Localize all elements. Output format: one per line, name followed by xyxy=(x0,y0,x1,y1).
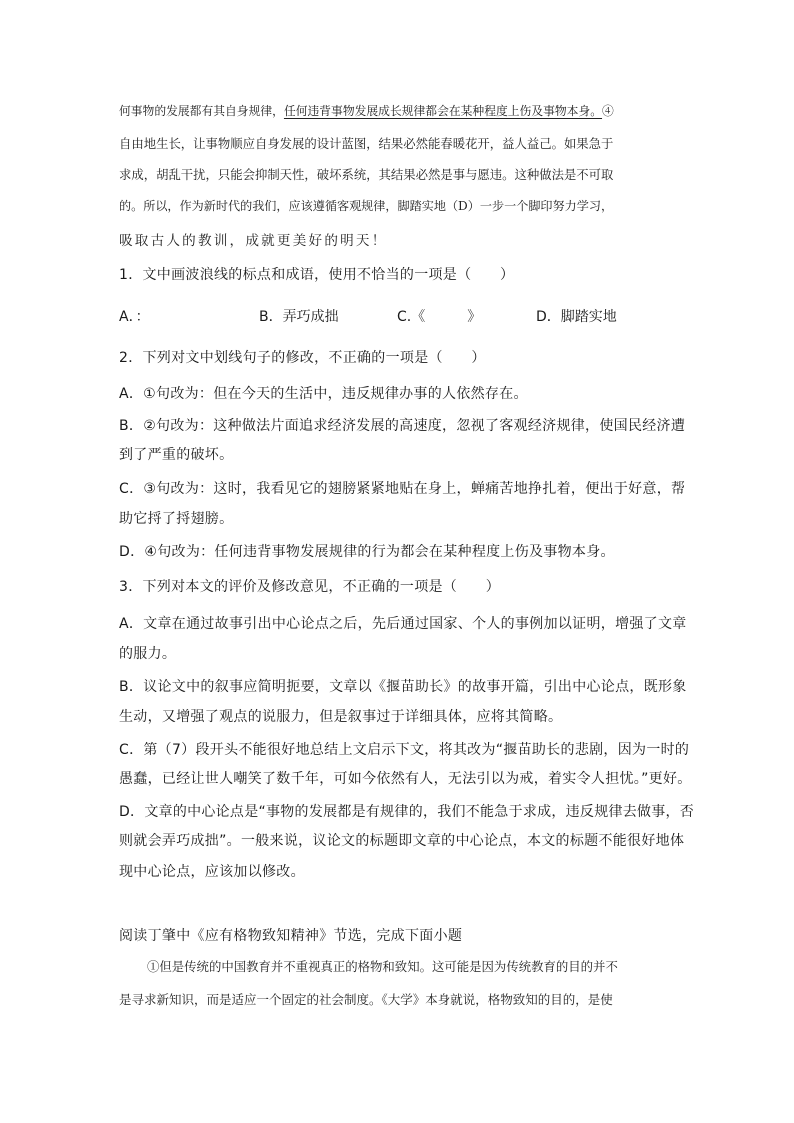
reading-paragraph-1-line-2: 是寻求新知识，而是适应一个固定的社会制度。《大学》本身就说，格物致知的目的，是使 xyxy=(119,992,613,1007)
q3-option-b-line-1: B．议论文中的叙事应简明扼要，文章以《揠苗助长》的故事开篇，引出中心论点，既形象 xyxy=(119,679,687,695)
q2-option-d: D．④句改为：任何违背事物发展规律的行为都会在某种程度上伤及事物本身。 xyxy=(119,544,615,560)
q3-option-c-line-1: C．第（7）段开头不能很好地总结上文启示下文，将其改为“揠苗助长的悲剧，因为一时的 xyxy=(119,742,690,758)
q3-option-d-line-2: 则就会弄巧成拙”。一般来说，议论文的标题即文章的中心论点，本文的标题不能很好地体 xyxy=(119,833,685,849)
sentence-marker-4: ④ xyxy=(602,104,614,118)
q3-option-a-line-1: A．文章在通过故事引出中心论点之后，先后通过国家、个人的事例加以证明，增强了文章 xyxy=(119,616,687,632)
q1-option-b: B．弄巧成拙 xyxy=(259,309,339,325)
passage-line-4: 的。所以，作为新时代的我们，应该遵循客观规律，脚踏实地（D）一步一个脚印努力学习， xyxy=(119,199,614,213)
reading-intro: 阅读丁肇中《应有格物致知精神》节选，完成下面小题 xyxy=(119,928,463,944)
q3-option-d-line-1: D．文章的中心论点是“事物的发展都是有规律的，我们不能急于求成，违反规律去做事，否 xyxy=(119,804,695,820)
q2-option-a: A．①句改为：但在今天的生活中，违反规律办事的人依然存在。 xyxy=(119,386,528,402)
q3-option-d-line-3: 现中心论点，应该加以修改。 xyxy=(119,864,305,880)
question-3-stem: 3．下列对本文的评价及修改意见，不正确的一项是（ ） xyxy=(119,579,501,595)
passage-line-5: 吸取古人的教训，成就更美好的明天！ xyxy=(119,233,388,249)
q2-option-b-line-2: 到了严重的破坏。 xyxy=(119,447,234,463)
q1-option-a: A．： xyxy=(119,309,150,325)
question-1-stem: 1．文中画波浪线的标点和成语，使用不恰当的一项是（ ） xyxy=(119,267,515,283)
passage-line-1-pre: 何事物的发展都有其自身规律， xyxy=(119,104,284,118)
passage-line-3: 求成，胡乱干扰，只能会抑制天性，破坏系统，其结果必然是事与愿违。这种做法是不可取 xyxy=(119,168,614,182)
q3-option-b-line-2: 生动，又增强了观点的说服力，但是叙事过于详细具体，应将其简略。 xyxy=(119,709,563,725)
q2-option-c-line-2: 助它捋了捋翅膀。 xyxy=(119,511,234,527)
passage-line-2: 自由地生长，让事物顺应自身发展的设计蓝图，结果必然能春暖花开，益人益己。如果急于 xyxy=(119,137,614,151)
q1-option-c: C.《 》 xyxy=(397,309,482,325)
q3-option-a-line-2: 的服力。 xyxy=(119,646,177,662)
q3-option-c-line-2: 愚蠢，已经让世人嘲笑了数千年，可如今依然有人，无法引以为戒，着实令人担忧。”更好。 xyxy=(119,771,692,787)
q2-option-b-line-1: B．②句改为：这种做法片面追求经济发展的高速度，忽视了客观经济规律，使国民经济遭 xyxy=(119,418,686,434)
reading-paragraph-1-line-1: ①但是传统的中国教育并不重视真正的格物和致知。这可能是因为传统教育的目的并不 xyxy=(147,959,618,974)
q1-option-d: D．脚踏实地 xyxy=(536,309,617,325)
question-2-stem: 2．下列对文中划线句子的修改，不正确的一项是（ ） xyxy=(119,350,486,366)
q2-option-c-line-1: C．③句改为：这时，我看见它的翅膀紧紧地贴在身上，蝉痛苦地挣扎着，便出于好意，帮 xyxy=(119,481,686,497)
underlined-sentence-4: 任何违背事物发展成长规律都会在某种程度上伤及事物本身。 xyxy=(283,104,603,118)
passage-line-1 xyxy=(119,102,614,119)
